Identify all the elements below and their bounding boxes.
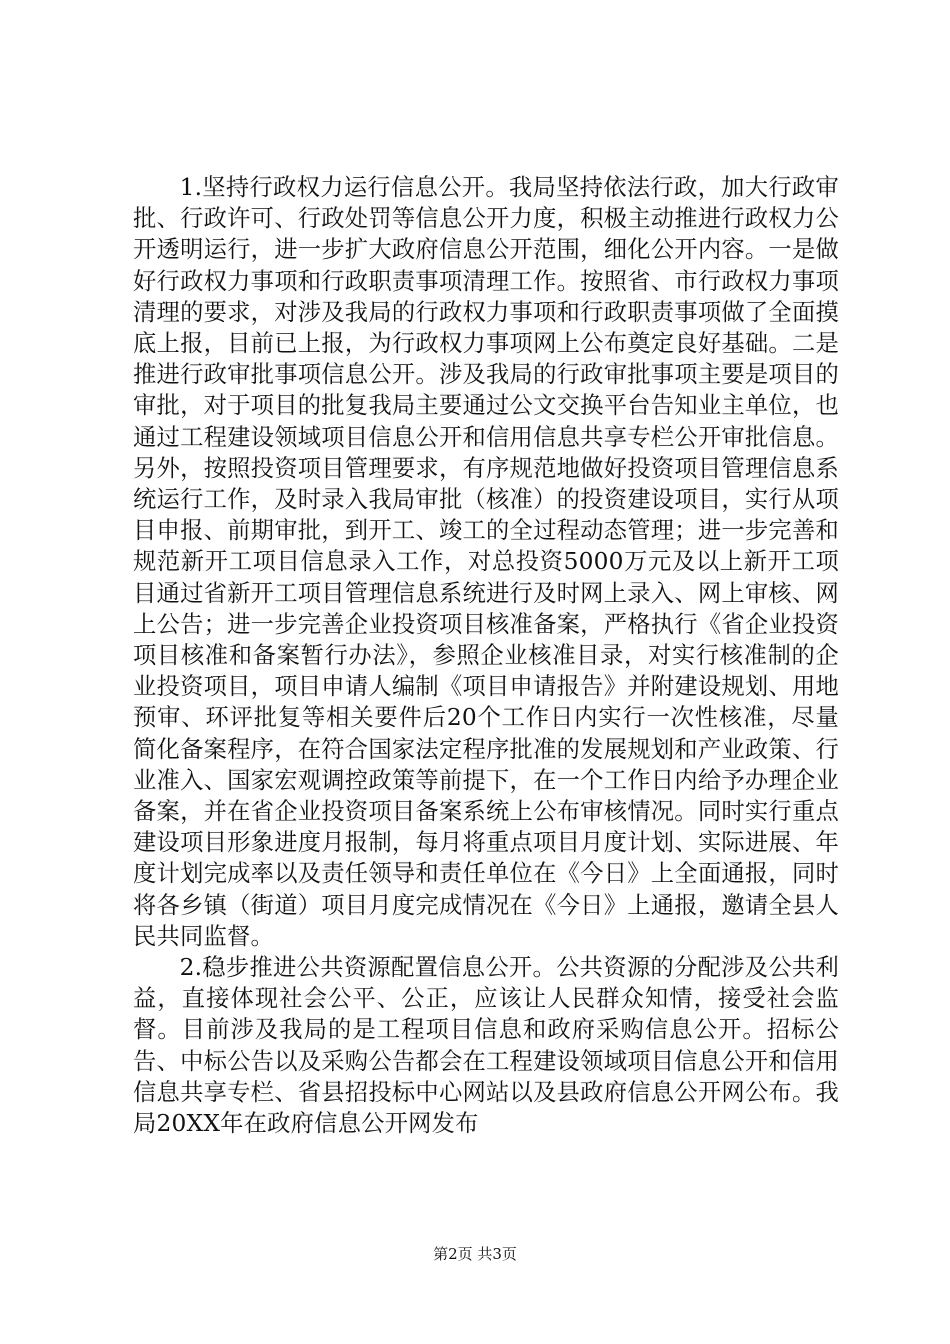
paragraph-1: 1.坚持行政权力运行信息公开。我局坚持依法行政，加大行政审批、行政许可、行政处罚等信息公开力度，积极主动推进行政权力公开透明运行，进一步扩大政府信息公开范围，细化公开内容。一是做好行政权力事项和行政职责事项清理工作。按照省、市行政权力事项清理的要求，对涉及我局的行政权力事项和行政职责事项做了全面摸底上报，目前已上报，为行政权力事项网上公布奠定良好基础。二是推进行政审批事项信息公开。涉及我局的行政审批事项主要是项目的审批，对于项目的批复我局主要通过公文交换平台告知业主单位，也通过工程建设领域项目信息公开和信用信息共享专栏公开审批信息。另外，按照投资项目管理要求，有序规范地做好投资项目管理信息系统运行工作，及时录入我局审批（核准）的投资建设项目，实行从项目申报、前期审批，到开工、竣工的全过程动态管理；进一步完善和规范新开工项目信息录入工作，对总投资5000万元及以上新开工项目通过省新开工项目管理信息系统进行及时网上录入、网上审核、网上公告；进一步完善企业投资项目核准备案，严格执行《省企业投资项目核准和备案暂行办法》，参照企业核准目录，对实行核准制的企业投资项目，项目申请人编制《项目申请报告》并附建设规划、用地预审、环评批复等相关要件后20个工作日内实行一次性核准，尽量简化备案程序，在符合国家法定程序批准的发展规划和产业政策、行业准入、国家宏观调控政策等前提下，在一个工作日内给予办理企业备案，并在省企业投资项目备案系统上公布审核情况。同时实行重点建设项目形象进度月报制，每月将重点项目月度计划、实际进展、年度计划完成率以及责任领导和责任单位在《今日》上全面通报，同时将各乡镇（街道）项目月度完成情况在《今日》上通报，邀请全县人民共同监督。 <box>133 174 839 950</box>
page-number-footer: 第2页 共3页 <box>433 1245 517 1263</box>
document-body <box>133 172 839 1139</box>
paragraph-2: 2.稳步推进公共资源配置信息公开。公共资源的分配涉及公共利益，直接体现社会公平、公正，应该让人民群众知情，接受社会监督。目前涉及我局的是工程项目信息和政府采购信息公开。招标公告、中标公告以及采购公告都会在工程建设领域项目信息公开和信用信息共享专栏、省县招投标中心网站以及县政府信息公开网公布。我局20XX年在政府信息公开网发布 <box>133 954 839 1138</box>
